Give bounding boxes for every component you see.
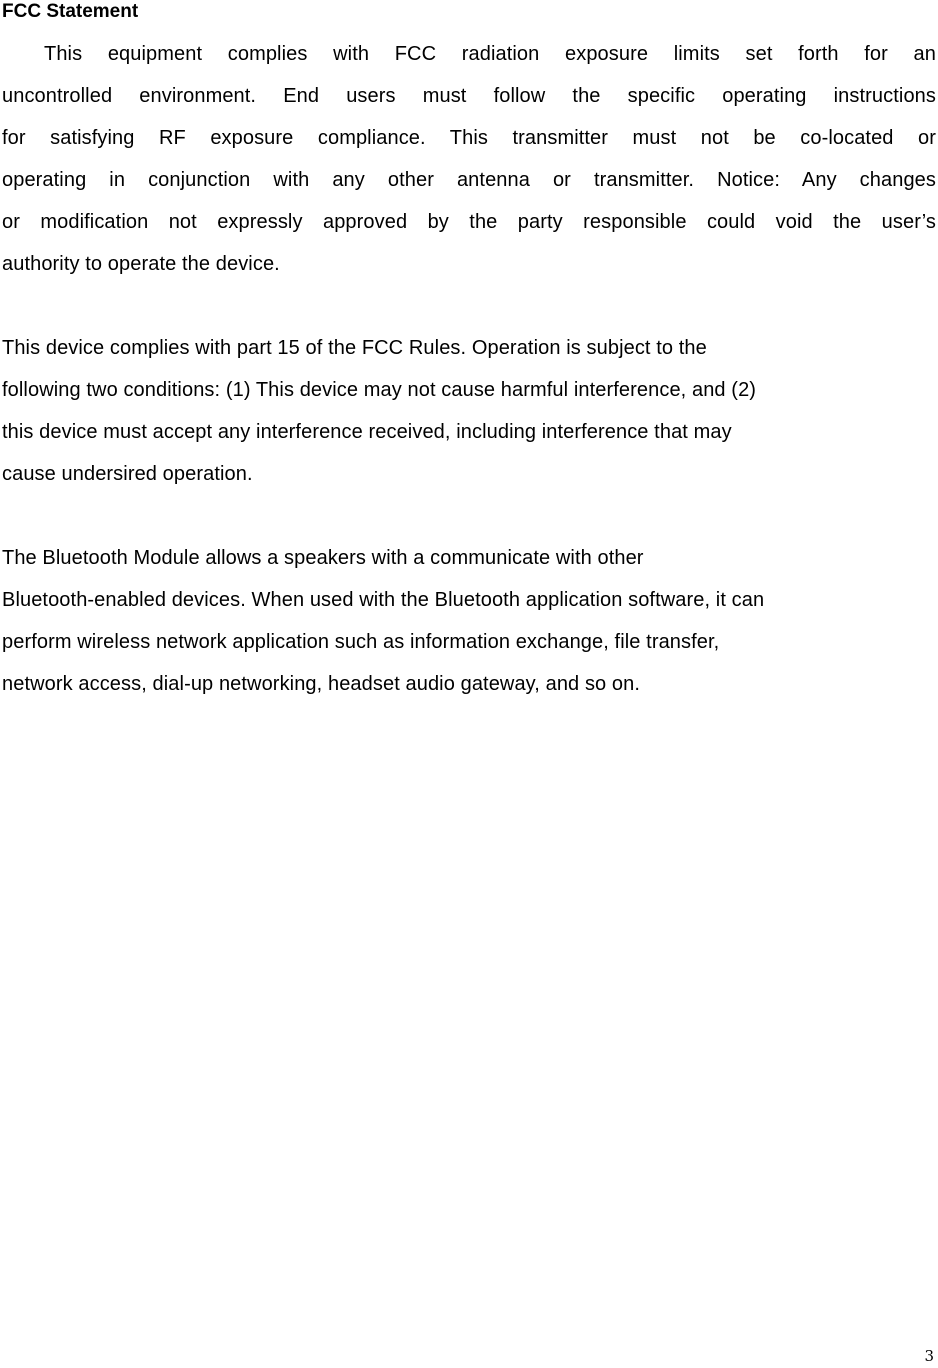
paragraph-line: This device complies with part 15 of the FCC Rules. Operation is subject to the [2, 337, 707, 359]
fcc-exposure-paragraph [2, 33, 936, 285]
page-number: 3 [924, 1347, 934, 1365]
paragraph-line: or modification not expressly approved by the party responsible could void the user’s [2, 211, 936, 233]
paragraph-line: cause undersired operation. [2, 463, 253, 485]
paragraph-line: network access, dial-up networking, headset audio gateway, and so on. [2, 673, 641, 695]
paragraph-line: this device must accept any interference received, including interference that may [2, 421, 732, 443]
bluetooth-paragraph [2, 537, 936, 705]
paragraph-line: operating in conjunction with any other antenna or transmitter. Notice: Any changes [2, 169, 936, 191]
paragraph-line: authority to operate the device. [2, 253, 280, 275]
paragraph-line: for satisfying RF exposure compliance. This transmitter must not be co-located or [2, 127, 936, 149]
paragraph-line: Bluetooth-enabled devices. When used with the Bluetooth application software, it can [2, 589, 765, 611]
paragraph-line: The Bluetooth Module allows a speakers with a communicate with other [2, 547, 644, 569]
paragraph-line: uncontrolled environment. End users must follow the specific operating instructions [2, 85, 936, 107]
fcc-statement-heading: FCC Statement [2, 1, 139, 22]
part15-paragraph [2, 327, 936, 495]
paragraph-line: This equipment complies with FCC radiation exposure limits set forth for an [44, 43, 936, 65]
paragraph-line: perform wireless network application such as information exchange, file transfer, [2, 631, 720, 653]
paragraph-line: following two conditions: (1) This device may not cause harmful interference, and (2) [2, 379, 757, 401]
